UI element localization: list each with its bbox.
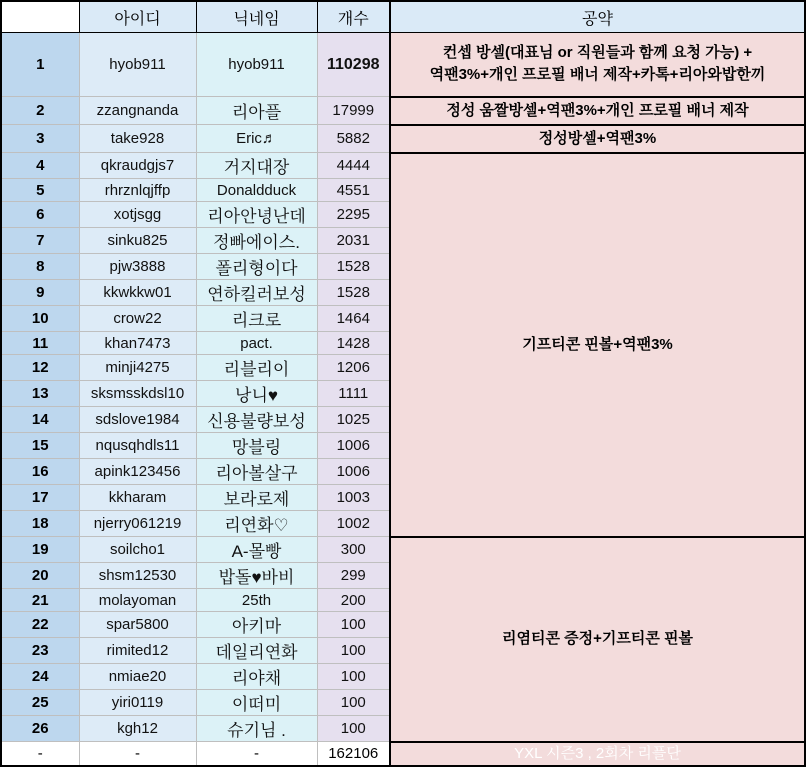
count-cell: 1528: [317, 280, 390, 306]
id-cell: take928: [79, 125, 196, 153]
rank-cell: 25: [1, 690, 79, 716]
total-id-cell: -: [79, 742, 196, 766]
nickname-cell: 리아플: [196, 97, 317, 125]
nickname-cell: 리블리이: [196, 355, 317, 381]
count-cell: 300: [317, 537, 390, 563]
table-row: [1, 125, 805, 153]
count-cell: 100: [317, 664, 390, 690]
id-cell: yiri0119: [79, 690, 196, 716]
count-cell: 1464: [317, 306, 390, 332]
rank-cell: 19: [1, 537, 79, 563]
nickname-cell: 데일리연화: [196, 638, 317, 664]
id-cell: kkwkkw01: [79, 280, 196, 306]
count-cell: 2031: [317, 228, 390, 254]
count-header: 개수: [317, 1, 390, 33]
rank-cell: 11: [1, 332, 79, 355]
count-cell: 1002: [317, 511, 390, 537]
id-cell: nmiae20: [79, 664, 196, 690]
nickname-cell: 신용불량보성: [196, 407, 317, 433]
rank-cell: 10: [1, 306, 79, 332]
nickname-cell: 연하킬러보성: [196, 280, 317, 306]
id-cell: apink123456: [79, 459, 196, 485]
rank-cell: 7: [1, 228, 79, 254]
count-cell: 1025: [317, 407, 390, 433]
rank-cell: 4: [1, 153, 79, 179]
count-cell: 1111: [317, 381, 390, 407]
total-rank-cell: -: [1, 742, 79, 766]
rank-cell: 8: [1, 254, 79, 280]
pledge-cell: 기프티콘 핀볼+역팬3%: [390, 153, 805, 537]
rank-cell: 17: [1, 485, 79, 511]
rank-cell: 23: [1, 638, 79, 664]
nickname-cell: 25th: [196, 589, 317, 612]
nickname-cell: 리아안녕난데: [196, 202, 317, 228]
count-cell: 17999: [317, 97, 390, 125]
nickname-cell: 리크로: [196, 306, 317, 332]
total-nickname-cell: -: [196, 742, 317, 766]
rank-cell: 24: [1, 664, 79, 690]
id-cell: sksmsskdsl10: [79, 381, 196, 407]
rank-cell: 22: [1, 612, 79, 638]
rank-cell: 21: [1, 589, 79, 612]
pledge-cell: [390, 33, 805, 97]
id-cell: njerry061219: [79, 511, 196, 537]
id-cell: sdslove1984: [79, 407, 196, 433]
pledge-line: 컨셉 방셀(대표님 or 직원들과 함께 요청 가능) +: [442, 44, 753, 62]
rank-cell: 9: [1, 280, 79, 306]
count-cell: 1006: [317, 433, 390, 459]
nickname-cell: 낭니♥: [196, 381, 317, 407]
rank-cell: 6: [1, 202, 79, 228]
rank-cell: 20: [1, 563, 79, 589]
table-row: [1, 33, 805, 97]
total-note-cell: YXL 시즌3 , 2회차 리플단: [390, 742, 805, 766]
rank-cell: 18: [1, 511, 79, 537]
id-cell: khan7473: [79, 332, 196, 355]
count-cell: 100: [317, 716, 390, 742]
id-cell: qkraudgjs7: [79, 153, 196, 179]
id-cell: minji4275: [79, 355, 196, 381]
nickname-cell: 리연화♡: [196, 511, 317, 537]
nickname-cell: 거지대장: [196, 153, 317, 179]
total-count-cell: 162106: [317, 742, 390, 766]
rank-cell: 1: [1, 33, 79, 97]
id-cell: rimited12: [79, 638, 196, 664]
nickname-cell: 폴리형이다: [196, 254, 317, 280]
nickname-cell: 망블링: [196, 433, 317, 459]
count-cell: 2295: [317, 202, 390, 228]
nickname-cell: 밥돌♥바비: [196, 563, 317, 589]
count-cell: 4444: [317, 153, 390, 179]
nickname-cell: Eric♬: [196, 125, 317, 153]
rank-cell: 5: [1, 179, 79, 202]
id-cell: pjw3888: [79, 254, 196, 280]
pledge-cell: 정성 움짤방셀+역팬3%+개인 프로필 배너 제작: [390, 97, 805, 125]
count-cell: 1428: [317, 332, 390, 355]
nickname-cell: 아키마: [196, 612, 317, 638]
count-cell: 299: [317, 563, 390, 589]
rank-cell: 26: [1, 716, 79, 742]
rank-cell: 16: [1, 459, 79, 485]
id-cell: zzangnanda: [79, 97, 196, 125]
nickname-cell: hyob911: [196, 33, 317, 97]
nickname-cell: A-몰빵: [196, 537, 317, 563]
pledge-cell: 정성방셀+역팬3%: [390, 125, 805, 153]
nickname-cell: 보라로제: [196, 485, 317, 511]
id-cell: rhrznlqjffp: [79, 179, 196, 202]
nickname-cell: 정빠에이스.: [196, 228, 317, 254]
rank-cell: 15: [1, 433, 79, 459]
nickname-cell: 슈기님 .: [196, 716, 317, 742]
total-row: [1, 742, 805, 766]
id-header: 아이디: [79, 1, 196, 33]
id-cell: sinku825: [79, 228, 196, 254]
nickname-cell: Donaldduck: [196, 179, 317, 202]
header-row: [1, 1, 805, 33]
table-row: [1, 537, 805, 563]
count-cell: 200: [317, 589, 390, 612]
count-cell: 1528: [317, 254, 390, 280]
count-cell: 5882: [317, 125, 390, 153]
id-cell: soilcho1: [79, 537, 196, 563]
nickname-cell: 리아볼살구: [196, 459, 317, 485]
pledge-cell: 리염티콘 증정+기프티콘 핀볼: [390, 537, 805, 742]
pledge-header: 공약: [390, 1, 805, 33]
id-cell: shsm12530: [79, 563, 196, 589]
table-row: [1, 153, 805, 179]
id-cell: nqusqhdls11: [79, 433, 196, 459]
nickname-header: 닉네임: [196, 1, 317, 33]
id-cell: spar5800: [79, 612, 196, 638]
nickname-cell: 리야채: [196, 664, 317, 690]
count-cell: 110298: [317, 33, 390, 97]
count-cell: 1006: [317, 459, 390, 485]
count-cell: 4551: [317, 179, 390, 202]
rank-header: [1, 1, 79, 33]
count-cell: 1206: [317, 355, 390, 381]
rank-cell: 13: [1, 381, 79, 407]
nickname-cell: pact.: [196, 332, 317, 355]
rank-cell: 2: [1, 97, 79, 125]
count-cell: 100: [317, 638, 390, 664]
id-cell: crow22: [79, 306, 196, 332]
rank-cell: 14: [1, 407, 79, 433]
rank-cell: 3: [1, 125, 79, 153]
id-cell: hyob911: [79, 33, 196, 97]
id-cell: kkharam: [79, 485, 196, 511]
nickname-cell: 이떠미: [196, 690, 317, 716]
count-cell: 1003: [317, 485, 390, 511]
count-cell: 100: [317, 690, 390, 716]
pledge-line: 역팬3%+개인 프로필 배너 제작+카톡+리아와밥한끼: [429, 66, 766, 84]
id-cell: xotjsgg: [79, 202, 196, 228]
id-cell: molayoman: [79, 589, 196, 612]
rank-cell: 12: [1, 355, 79, 381]
id-cell: kgh12: [79, 716, 196, 742]
table-row: [1, 97, 805, 125]
count-cell: 100: [317, 612, 390, 638]
